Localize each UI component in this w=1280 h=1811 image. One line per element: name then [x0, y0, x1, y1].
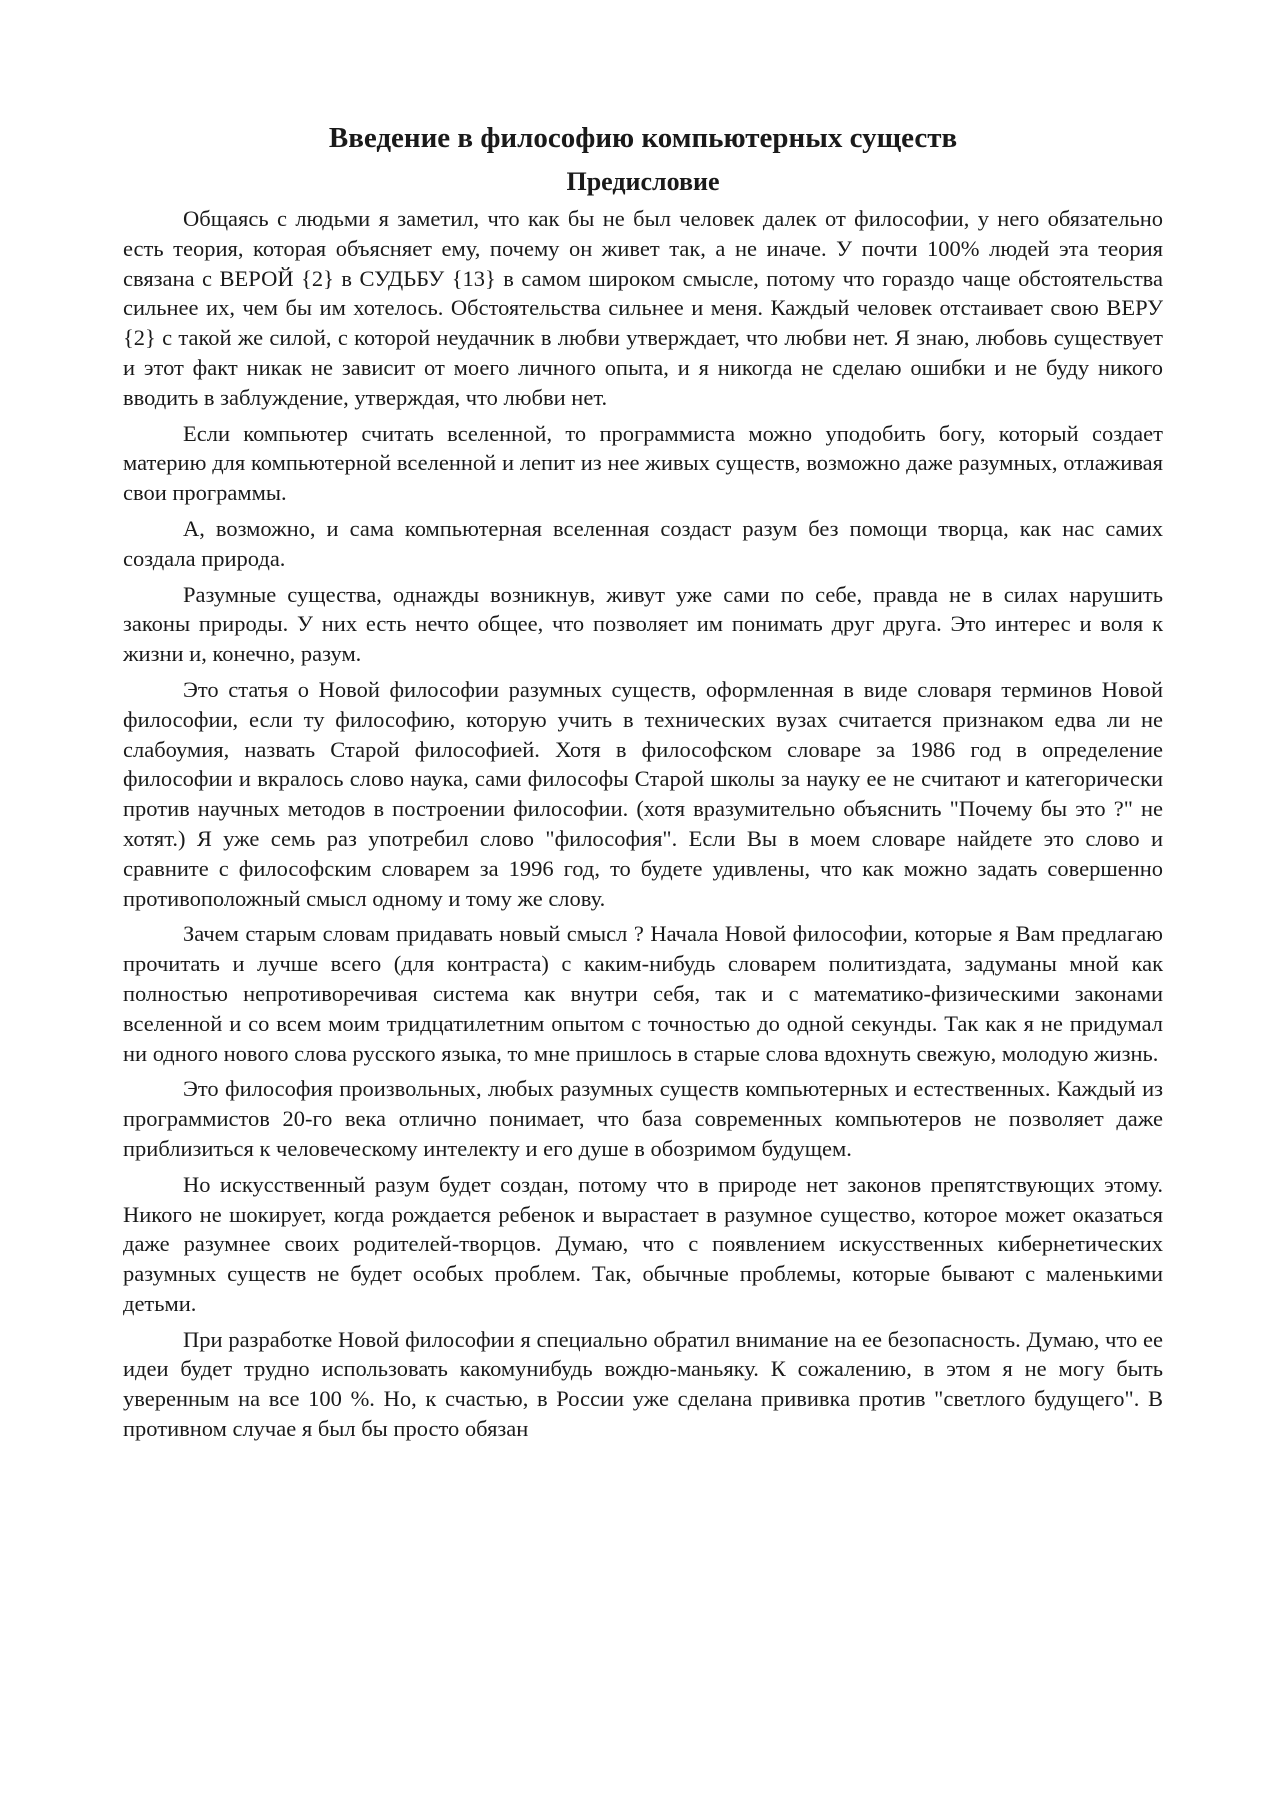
paragraph-1: Общаясь с людьми я заметил, что как бы не был человек далек от философии, у него обязательно есть теория, которая объясняет ему, почему он живет так, а не иначе. У почти 100% людей эта теория связана с ВЕРОЙ {2} в СУДЬБУ {13} в самом широком смысле, потому что гораздо чаще обстоятельства сильнее их, чем бы им хотелось. Обстоятельства сильнее и меня. Каждый человек отстаивает свою ВЕРУ {2} с такой же силой, с которой неудачник в любви утверждает, что любви нет. Я знаю, любовь существует и этот факт никак не зависит от моего личного опыта, и я никогда не сделаю ошибки и не буду никого вводить в заблуждение, утверждая, что любви нет. [123, 206, 1163, 410]
paragraph-7: Это философия произвольных, любых разумных существ компьютерных и естественных. Каждый из программистов 20-го века отлично понимает, что база современных компьютеров не позволяет даже приблизиться к человеческому интелекту и его душе в обозримом будущем. [123, 1076, 1163, 1161]
paragraph-6: Зачем старым словам придавать новый смысл ? Начала Новой философии, которые я Вам предлагаю прочитать и лучше всего (для контраста) с каким-нибудь словарем политиздата, задуманы мной как полностью непротиворечивая система как внутри себя, так и с математико-физическими законами вселенной и со всем моим тридцатилетним опытом с точностью до одной секунды. Так как я не придумал ни одного нового слова русского языка, то мне пришлось в старые слова вдохнуть свежую, молодую жизнь. [123, 921, 1163, 1066]
document-title: Введение в философию компьютерных существ [328, 122, 958, 154]
paragraph-3: А, возможно, и сама компьютерная вселенная создаст разум без помощи творца, как нас самих создала природа. [123, 515, 1163, 571]
paragraph-8: Но искусственный разум будет создан, потому что в природе нет законов препятствующих этому. Никого не шокирует, когда рождается ребенок и вырастает в разумное существо, которое может оказаться даже разумнее своих родителей-творцов. Думаю, что с появлением искусственных кибернетических разумных существ не будет особых проблем. Так, обычные проблемы, которые бывают с маленькими детьми. [123, 1171, 1163, 1316]
document-page [123, 118, 1163, 1450]
paragraph-2: Если компьютер считать вселенной, то программиста можно уподобить богу, который создает материю для компьютерной вселенной и лепит из нее живых существ, возможно даже разумных, отлаживая свои программы. [123, 420, 1163, 506]
section-title: Предисловие [566, 167, 720, 196]
paragraph-9: При разработке Новой философии я специально обратил внимание на ее безопасность. Думаю, что ее идеи будет трудно использовать какомунибудь вождю-маньяку. К сожалению, в этом я не могу быть уверенным на все 100 %. Но, к счастью, в России уже сделана прививка против "светлого будущего". В противном случае я был бы просто обязан [123, 1326, 1163, 1442]
paragraph-5: Это статья о Новой философии разумных существ, оформленная в виде словаря терминов Новой философии, если ту философию, которую учить в технических вузах считается признаком едва ли не слабоумия, назвать Старой философией. Хотя в философском словаре за 1986 год в определение философии и вкралось слово наука, сами философы Старой школы за науку ее не считают и категорически против научных методов в построении философии. (хотя вразумительно объяснить "Почему бы это ?" не хотят.) Я уже семь раз употребил слово "философия". Если Вы в моем словаре найдете это слово и сравните с философским словарем за 1996 год, то будете удивлены, что как можно задать совершенно противоположный смысл одному и тому же слову. [123, 676, 1163, 911]
paragraph-4: Разумные существа, однажды возникнув, живут уже сами по себе, правда не в силах нарушить законы природы. У них есть нечто общее, что позволяет им понимать друг друга. Это интерес и воля к жизни и, конечно, разум. [123, 581, 1163, 667]
